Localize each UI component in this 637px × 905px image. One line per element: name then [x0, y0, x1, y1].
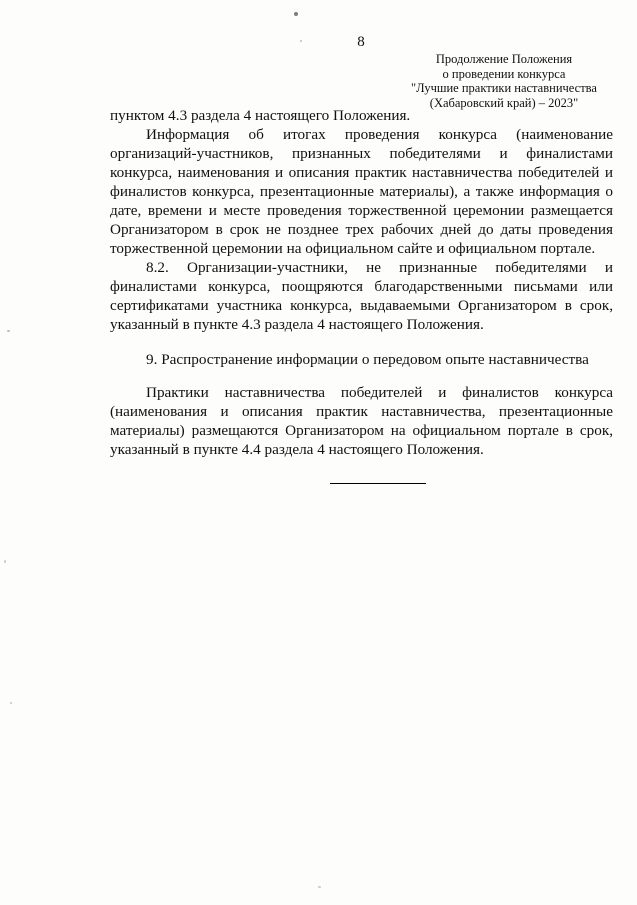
- scan-speck: [318, 886, 321, 888]
- document-body: [110, 106, 613, 484]
- paragraph-continuation: пунктом 4.3 раздела 4 настоящего Положения.: [110, 107, 411, 124]
- scan-speck: [294, 12, 298, 16]
- paragraph-item-8-2: 8.2. Организации-участники, не признанные победителями и финалистами конкурса, поощряются благодарственными письмами или сертификатами участника конкурса, выдаваемыми Организатором в срок, указанный в пункте 4.3 раздела 4 настоящего Положения.: [110, 259, 613, 333]
- end-of-document-rule: [330, 483, 426, 484]
- header-line-1: Продолжение Положения: [435, 52, 573, 66]
- section-9-heading: 9. Распространение информации о передовом опыте наставничества: [146, 351, 589, 368]
- document-header: [379, 52, 629, 110]
- scan-speck: [4, 560, 6, 563]
- scan-speck: [7, 330, 10, 332]
- header-line-3: "Лучшие практики наставничества: [411, 81, 597, 95]
- paragraph-results-info: Информация об итогах проведения конкурса (наименование организаций-участников, признанных победителями и финалистами конкурса, наименования и описания практик наставничества победителей и финалистов конкурса, презентационные материалы), а также информация о дате, времени и месте проведения торжественной церемонии размещается Организатором в срок не позднее трех рабочих дней до даты проведения торжественной церемонии на официальном сайте и официальном портале.: [110, 126, 613, 257]
- header-line-2: о проведении конкурса: [442, 66, 566, 81]
- scan-speck: [300, 40, 302, 42]
- page-number: 8: [357, 34, 365, 50]
- scan-speck: [10, 702, 12, 704]
- paragraph-section-9-body: Практики наставничества победителей и финалистов конкурса (наименования и описания практик наставничества, презентационные материалы) размещаются Организатором на официальном портале в срок, указанный в пункте 4.4 раздела 4 настоящего Положения.: [110, 384, 613, 458]
- header-line-4: (Хабаровский край) – 2023": [429, 95, 579, 110]
